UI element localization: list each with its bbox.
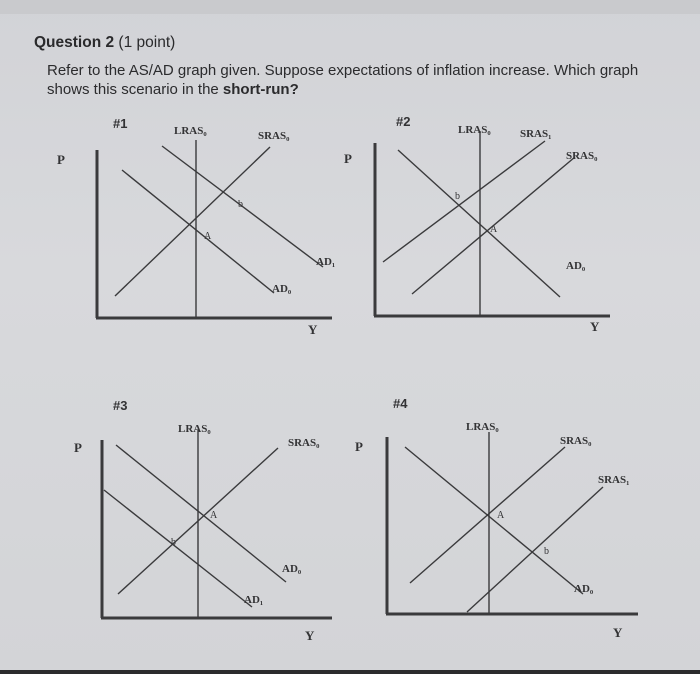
graph-1-axis-y-label: Y xyxy=(308,322,318,337)
graph-3-axis-y-label: Y xyxy=(305,628,315,643)
graph-4-curve-label-ad0: AD₀ xyxy=(574,583,594,595)
graph-4-curve-label-sras1: SRAS₁ xyxy=(598,474,630,486)
graph-1-axis-p-label: P xyxy=(57,152,65,167)
graph-3-point-a-label: A xyxy=(210,510,218,521)
question-text-emphasis: short-run? xyxy=(222,81,299,98)
graph-2-point-b-label: b xyxy=(455,191,460,202)
graph-4-label: #4 xyxy=(393,396,408,411)
graph-1 xyxy=(96,140,332,318)
graph-3-curve-label-ad1: AD₁ xyxy=(244,594,264,606)
graph-1-point-a-label: A xyxy=(204,231,212,242)
graph-2-curve-label-sras1: SRAS₁ xyxy=(520,128,552,140)
graph-1-curve-label-ad1: AD₁ xyxy=(316,256,336,268)
graph-4-axis-p-label: P xyxy=(355,439,363,454)
graph-1-point-b-label: b xyxy=(238,199,243,210)
graph-2-curve-label-sras0: SRAS₀ xyxy=(566,150,598,162)
graph-1-label: #1 xyxy=(113,116,128,131)
bottom-edge xyxy=(0,670,700,674)
graph-3-curve-label-lras0: LRAS₀ xyxy=(178,423,211,435)
graph-3 xyxy=(101,430,332,618)
graph-4-point-a-label: A xyxy=(497,510,505,521)
graph-2-curve-label-ad0: AD₀ xyxy=(566,260,586,272)
graph-4-ad0-line xyxy=(405,447,583,594)
question-title-label: Question 2 xyxy=(34,34,115,51)
graph-2-point-a-label: A xyxy=(490,224,498,235)
graph-3-curve-label-sras0: SRAS₀ xyxy=(288,437,320,449)
graph-1-curve-label-sras0: SRAS₀ xyxy=(258,130,290,142)
graph-2-axis-p-label: P xyxy=(344,151,352,166)
graph-4-point-b-label: b xyxy=(544,546,549,557)
graph-1-ad0-line xyxy=(122,170,274,293)
graph-1-curve-label-ad0: AD₀ xyxy=(272,283,292,295)
graph-1-curve-label-lras0: LRAS₀ xyxy=(174,125,207,137)
graph-3-curve-label-ad0: AD₀ xyxy=(282,563,302,575)
graph-2-axis-y-label: Y xyxy=(590,319,600,334)
graph-4-curve-label-lras0: LRAS₀ xyxy=(466,421,499,433)
graph-3-point-b-label: b xyxy=(171,537,176,548)
graph-4-curve-label-sras0: SRAS₀ xyxy=(560,435,592,447)
graph-2-label: #2 xyxy=(396,114,411,129)
graph-3-axis-p-label: P xyxy=(74,440,82,455)
graph-4 xyxy=(386,432,638,614)
question-points: (1 point) xyxy=(118,34,176,51)
graph-3-ad1-line xyxy=(104,490,252,607)
graph-4-axis-y-label: Y xyxy=(613,625,623,640)
graph-3-ad0-line xyxy=(116,445,286,582)
question-text-body: Refer to the AS/AD graph given. Suppose expectations of inflation increase. Which graph shows this scenario in the xyxy=(47,62,639,98)
graph-2-ad0-line xyxy=(398,150,560,297)
graph-2-curve-label-lras0: LRAS₀ xyxy=(458,124,491,136)
graph-3-label: #3 xyxy=(113,398,128,413)
